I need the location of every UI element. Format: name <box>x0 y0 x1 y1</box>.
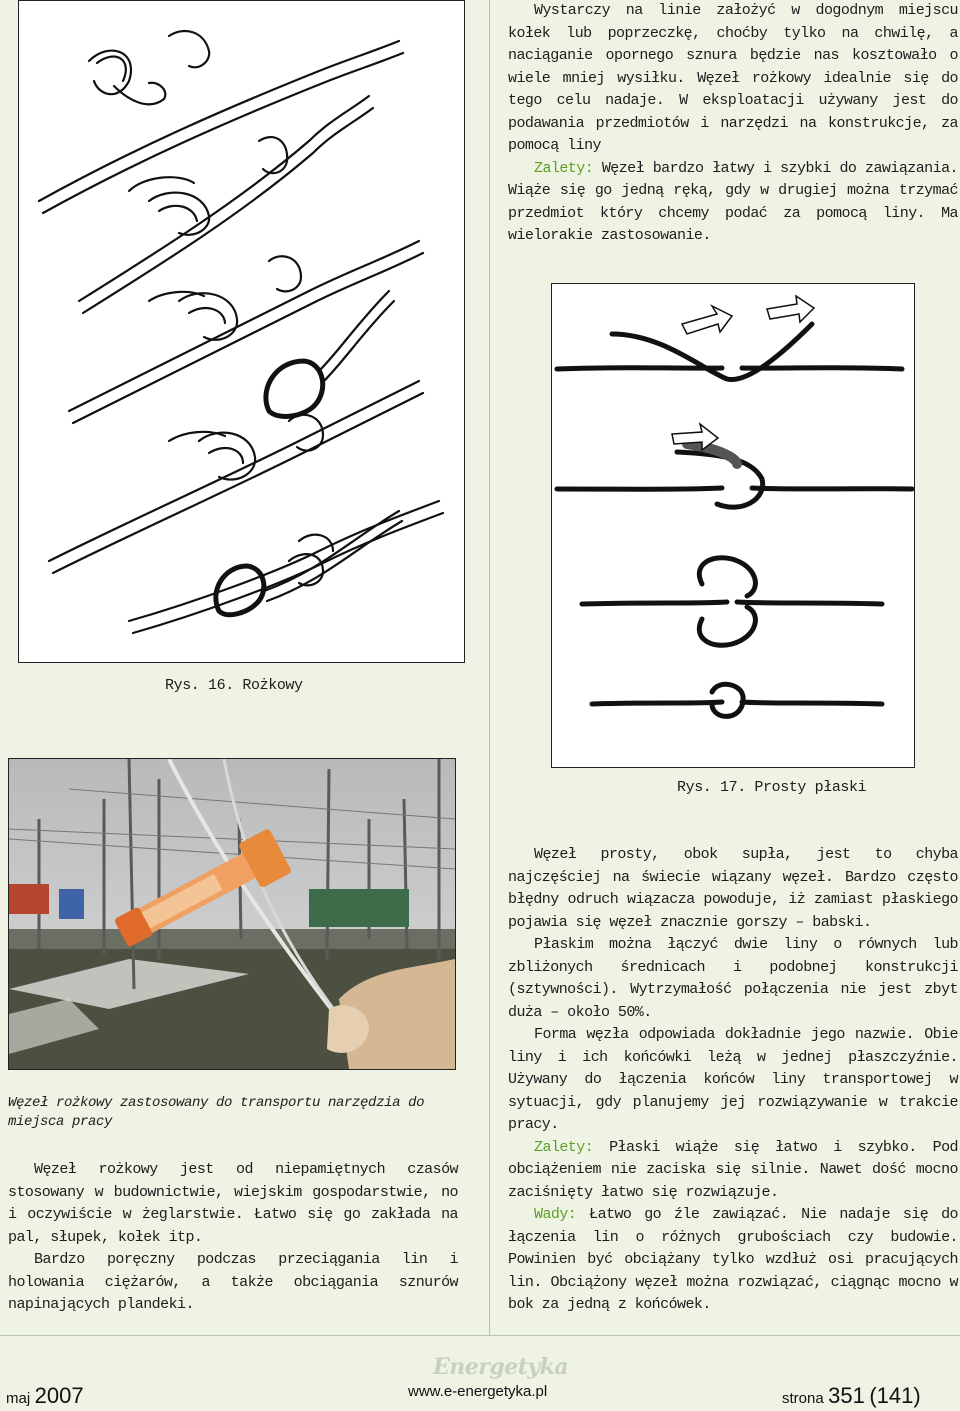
paragraph: Bardzo poręczny podczas przeciągania lin i holowania ciężarów, a także obciągania sznurów napinających plandeki. <box>8 1251 458 1313</box>
footer-page-number: 351 <box>828 1383 865 1408</box>
footer-url[interactable] <box>408 1383 547 1401</box>
work-site-photo <box>8 758 456 1070</box>
footer-url-text[interactable]: www.e-energetyka.pl <box>408 1383 548 1400</box>
disadvantages-text: Łatwo go źle zawiązać. Nie nadaje się do łączenia lin o różnych grubościach czy budowie. Powinien być obciążany tylko wzdłuż osi pracujących lin. Obciążony węzeł można rozwiązać, ciągnąc mocno w bok za jedną z końcówek. <box>508 1206 958 1313</box>
footer-date <box>6 1383 84 1409</box>
article-text-top-right <box>508 0 958 248</box>
advantages-label: Zalety: <box>534 1138 594 1156</box>
footer-year: 2007 <box>34 1383 84 1408</box>
figure-17-caption: Rys. 17. Prosty płaski <box>677 779 867 796</box>
paragraph: Węzeł rożkowy jest od niepamiętnych czasów stosowany w budownictwie, wiejskim gospodarstwie, no i oczywiście w żeglarstwie. Łatwo się go zakłada na pal, słupek, kołek itp. <box>8 1161 458 1246</box>
footer-issue-number: (141) <box>869 1383 921 1408</box>
column-divider <box>489 0 490 1335</box>
advantages-text: Płaski wiąże się łatwo i szybko. Pod obciążeniem nie zaciska się silnie. Nawet dość mocno zaciśnięty łatwo się rozwiązuje. <box>508 1138 958 1201</box>
advantages-text: Węzeł bardzo łatwy i szybki do zawiązania. Wiąże się go jedną ręką, gdy w drugiej można trzymać przedmiot który chcemy podać za pomocą liny. Ma wielorakie zastosowanie. <box>508 159 958 244</box>
paragraph: Płaskim można łączyć dwie liny o równych lub zbliżonych średnicach i podobnej konstrukcji (sztywności). Wytrzymałość połączenia nie jest zbyt duża – około 50%. <box>508 936 958 1021</box>
footer-rule <box>0 1335 960 1336</box>
paragraph: Wystarczy na linie założyć w dogodnym miejscu kołek lub poprzeczkę, choćby tylko na chwilę, a naciąganie opornego sznura będzie nas kosztowało o wiele mniej wysiłku. Węzeł rożkowy idealnie się do tego celu nadaje. W eksploatacji używany jest do podawania przedmiotów i narzędzi na konstrukcje, za pomocą liny <box>508 2 958 154</box>
figure-17-illustration <box>551 283 915 768</box>
footer-page-label: strona <box>782 1390 824 1407</box>
photo-drawing <box>9 759 455 1069</box>
article-text-bottom-right <box>508 844 958 1317</box>
advantages-label: Zalety: <box>534 159 594 177</box>
hitch-knot-drawing <box>19 1 464 662</box>
article-text-bottom-left <box>8 1159 458 1317</box>
figure-16-illustration <box>18 0 465 663</box>
paragraph-advantages <box>508 158 958 248</box>
square-knot-drawing <box>552 284 914 767</box>
paragraph-disadvantages <box>508 1204 958 1317</box>
figure-16-caption: Rys. 16. Rożkowy <box>165 677 303 694</box>
paragraph: Forma węzła odpowiada dokładnie jego nazwie. Obie liny i ich końcówki leżą w jednej płaszczyźnie. Używany do łączenia końców liny transportowej w sytuacji, gdy planujemy jej rozwiązywanie w trakcie pracy. <box>508 1026 958 1133</box>
footer-page <box>782 1383 921 1409</box>
disadvantages-label: Wady: <box>534 1206 577 1223</box>
paragraph-advantages <box>508 1137 958 1205</box>
magazine-logo: Energetyka <box>433 1354 569 1380</box>
paragraph: Węzeł prosty, obok supła, jest to chyba najczęściej na świecie wiązany węzeł. Bardzo często błędny odruch wiązacza powoduje, iż zamiast płaskiego pojawia się węzeł znacznie gorszy – babski. <box>508 846 958 931</box>
footer-month: maj <box>6 1390 31 1407</box>
photo-caption: Węzeł rożkowy zastosowany do transportu narzędzia do miejsca pracy <box>8 1095 425 1130</box>
